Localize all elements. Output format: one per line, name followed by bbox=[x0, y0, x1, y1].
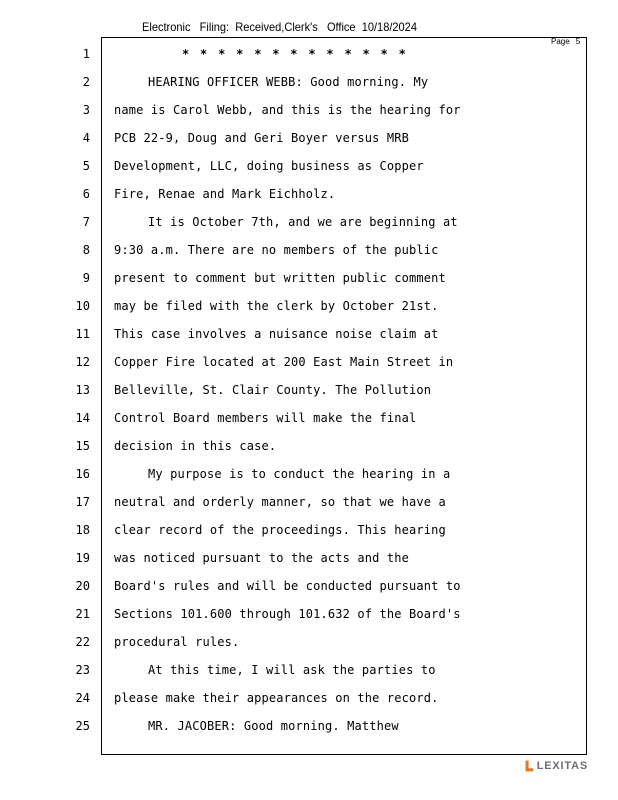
transcript-line: name is Carol Webb, and this is the hearing for bbox=[114, 103, 461, 117]
transcript-line: This case involves a nuisance noise claim at bbox=[114, 327, 439, 341]
line-number: 15 bbox=[75, 439, 90, 453]
transcript-line: HEARING OFFICER WEBB: Good morning. My bbox=[148, 75, 429, 89]
line-number: 3 bbox=[82, 103, 90, 117]
page-number: 5 bbox=[575, 37, 581, 46]
line-number: 24 bbox=[75, 691, 90, 705]
section-separator: * * * * * * * * * * * * * bbox=[182, 47, 408, 61]
line-number: 10 bbox=[75, 299, 90, 313]
line-number: 22 bbox=[75, 635, 90, 649]
transcript-line: clear record of the proceedings. This hearing bbox=[114, 523, 446, 537]
line-number: 21 bbox=[75, 607, 90, 621]
transcript-line: PCB 22-9, Doug and Geri Boyer versus MRB bbox=[114, 131, 409, 145]
transcript-line: Development, LLC, doing business as Copper bbox=[114, 159, 424, 173]
transcript-line: Fire, Renae and Mark Eichholz. bbox=[114, 187, 336, 201]
lexitas-mark-icon bbox=[524, 757, 535, 775]
page-number-label bbox=[551, 37, 580, 46]
line-number: 6 bbox=[82, 187, 90, 201]
line-number: 12 bbox=[75, 355, 90, 369]
line-number: 19 bbox=[75, 551, 90, 565]
lexitas-wordmark: LEXITAS bbox=[536, 760, 588, 772]
line-number: 14 bbox=[75, 411, 90, 425]
line-number: 8 bbox=[82, 243, 90, 257]
line-number: 5 bbox=[82, 159, 90, 173]
line-number: 20 bbox=[75, 579, 90, 593]
transcript-line: Control Board members will make the final bbox=[114, 411, 417, 425]
transcript-line: please make their appearances on the record. bbox=[114, 691, 439, 705]
filing-stamp: Electronic Filing: Received,Clerk's Office 10/18/2024 bbox=[142, 20, 417, 34]
line-number: 9 bbox=[82, 271, 90, 285]
transcript-line: MR. JACOBER: Good morning. Matthew bbox=[148, 719, 399, 733]
line-number: 11 bbox=[75, 327, 90, 341]
transcript-line: At this time, I will ask the parties to bbox=[148, 663, 436, 677]
transcript-line: Belleville, St. Clair County. The Pollution bbox=[114, 383, 432, 397]
line-number: 25 bbox=[75, 719, 90, 733]
transcript-line: It is October 7th, and we are beginning at bbox=[148, 215, 458, 229]
transcript-line: Board's rules and will be conducted pursuant to bbox=[114, 579, 461, 593]
transcript-line: Copper Fire located at 200 East Main Street in bbox=[114, 355, 454, 369]
line-number: 2 bbox=[82, 75, 90, 89]
lexitas-logo bbox=[524, 757, 588, 775]
transcript-line: may be filed with the clerk by October 21st. bbox=[114, 299, 439, 313]
line-number: 16 bbox=[75, 467, 90, 481]
page-label-text: Page bbox=[551, 37, 570, 46]
transcript-line: present to comment but written public comment bbox=[114, 271, 446, 285]
line-number: 18 bbox=[75, 523, 90, 537]
line-number: 1 bbox=[82, 47, 90, 61]
transcript-line: procedural rules. bbox=[114, 635, 240, 649]
transcript-line: neutral and orderly manner, so that we have a bbox=[114, 495, 446, 509]
line-number: 17 bbox=[75, 495, 90, 509]
transcript-line: 9:30 a.m. There are no members of the public bbox=[114, 243, 439, 257]
line-number: 4 bbox=[82, 131, 90, 145]
line-number: 23 bbox=[75, 663, 90, 677]
transcript-line: was noticed pursuant to the acts and the bbox=[114, 551, 409, 565]
line-number: 13 bbox=[75, 383, 90, 397]
transcript-line: Sections 101.600 through 101.632 of the Board's bbox=[114, 607, 461, 621]
transcript-line: My purpose is to conduct the hearing in a bbox=[148, 467, 451, 481]
transcript-line: decision in this case. bbox=[114, 439, 277, 453]
line-number: 7 bbox=[82, 215, 90, 229]
